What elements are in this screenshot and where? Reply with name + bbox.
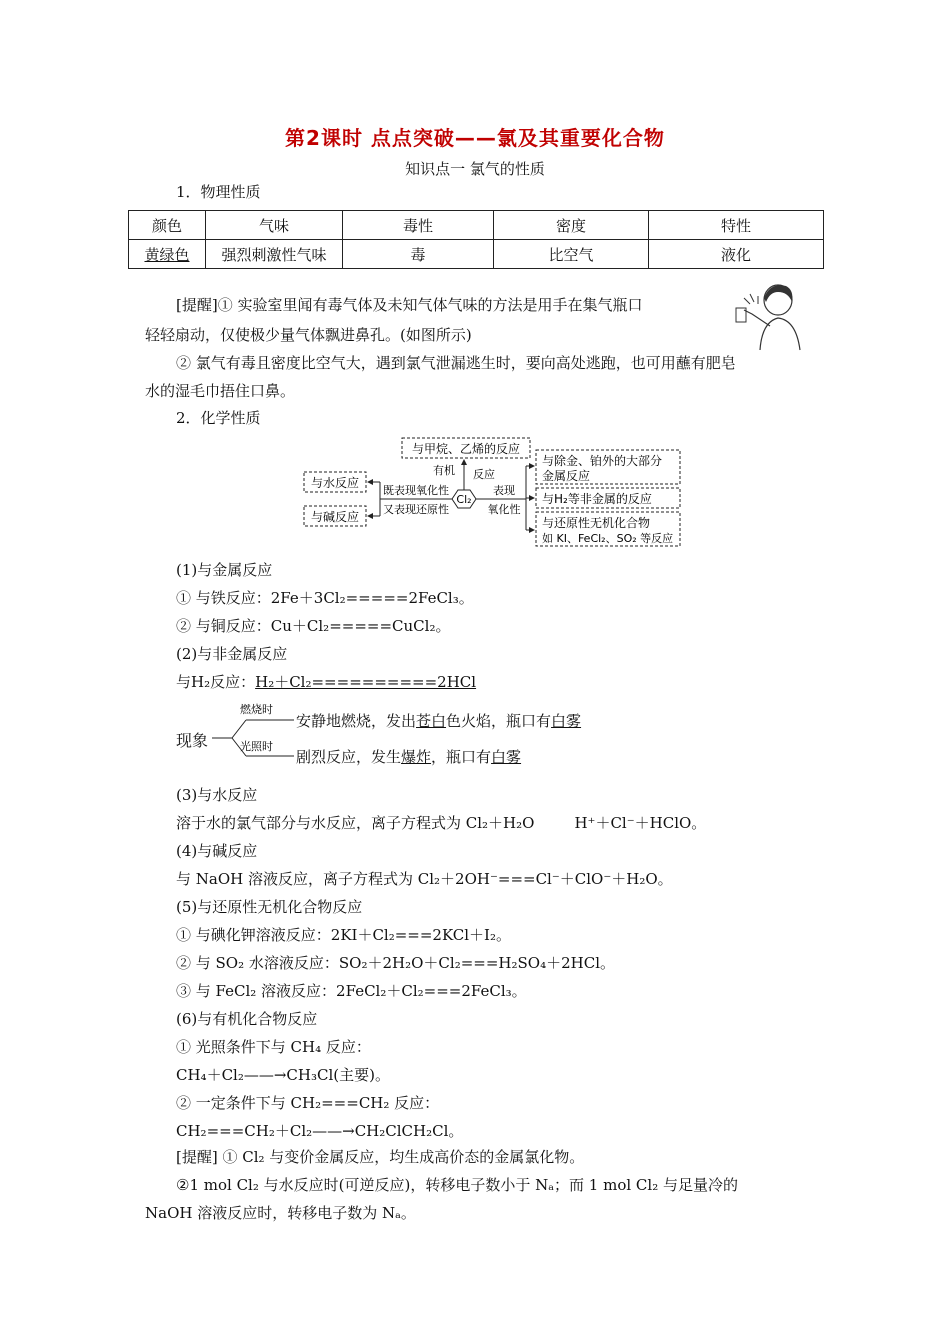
line-copper: ② 与铜反应：Cu＋Cl₂=====CuCl₂。 xyxy=(176,617,451,635)
label-reducing: 又表现还原性 xyxy=(383,503,449,516)
phenomenon-lighting: 剧烈反应，发生爆炸，瓶口有白雾 xyxy=(296,748,522,766)
table-header-row xyxy=(129,211,824,240)
label-reaction: 反应 xyxy=(473,468,495,481)
table-row xyxy=(129,240,824,269)
line-so2: ② 与 SO₂ 水溶液反应：SO₂＋2H₂O＋Cl₂===H₂SO₄＋2HCl。 xyxy=(176,954,615,972)
h2-equation: H₂＋Cl₂==========2HCl xyxy=(255,673,477,691)
tip-2-electron-transfer-cont: NaOH 溶液反应时，转移电子数为 Nₐ。 xyxy=(145,1204,416,1222)
chemical-properties-diagram xyxy=(300,436,690,548)
line-ch4-equation: CH₄＋Cl₂——→CH₃Cl(主要)。 xyxy=(176,1066,390,1084)
line-iron: ① 与铁反应：2Fe＋3Cl₂=====2FeCl₃。 xyxy=(176,589,474,607)
table-header: 密度 xyxy=(494,211,649,240)
line-water-equation: 溶于水的氯气部分与水反应，离子方程式为 Cl₂＋H₂O H⁺＋Cl⁻＋HClO。 xyxy=(176,814,707,832)
line-ki: ① 与碘化钾溶液反应：2KI＋Cl₂===2KCl＋I₂。 xyxy=(176,926,511,944)
line-organic-heading: (6)与有机化合物反应 xyxy=(176,1010,318,1028)
label-reducing-line1: 与还原性无机化合物 xyxy=(542,516,651,530)
table-cell-smell: 强烈刺激性气味 xyxy=(206,240,343,269)
label-lighting: 光照时 xyxy=(240,740,273,753)
tip-2-line-1: ② 氯气有毒且密度比空气大，遇到氯气泄漏逃生时，要向高处逃跑，也可用蘸有肥皂 xyxy=(176,354,736,372)
tip-2-electron-transfer: ②1 mol Cl₂ 与水反应时(可逆反应)，转移电子数小于 Nₐ；而 1 mol Cl₂ 与足量冷的 xyxy=(176,1176,738,1194)
page-title: 第2课时 点点突破——氯及其重要化合物 xyxy=(285,126,665,150)
label-reducing-line2: 如 KI、FeCl₂、SO₂ 等反应 xyxy=(542,532,674,545)
line-ethylene-equation: CH₂===CH₂＋Cl₂——→CH₂ClCH₂Cl。 xyxy=(176,1122,464,1140)
tip-2-line-2: 水的湿毛巾捂住口鼻。 xyxy=(145,382,296,400)
label-metal-line2: 金属反应 xyxy=(542,469,591,483)
label-show: 表现 xyxy=(493,484,515,497)
line-ethylene: ② 一定条件下与 CH₂===CH₂ 反应： xyxy=(176,1094,440,1112)
tip-2-variable-metal: [提醒] ① Cl₂ 与变价金属反应，均生成高价态的金属氯化物。 xyxy=(176,1148,585,1166)
label-oxidizing: 既表现氧化性 xyxy=(383,484,449,497)
table-cell: 毒 xyxy=(343,240,494,269)
line-nonmetal-heading: (2)与非金属反应 xyxy=(176,645,288,663)
table-header: 气味 xyxy=(206,211,343,240)
line-base-heading: (4)与碱反应 xyxy=(176,842,258,860)
label-nonmetal: 与H₂等非金属的反应 xyxy=(542,492,652,506)
tip-1-line-2: 轻轻扇动，仅使极少量气体飘进鼻孔。(如图所示) xyxy=(145,326,472,344)
physical-properties-table xyxy=(128,210,824,269)
label-metal-line1: 与除金、铂外的大部分 xyxy=(542,454,663,468)
section-subtitle: 知识点一 氯气的性质 xyxy=(405,160,545,178)
line-base-equation: 与 NaOH 溶液反应，离子方程式为 Cl₂＋2OH⁻===Cl⁻＋ClO⁻＋H₂O。 xyxy=(176,870,673,888)
label-organic-reaction-box: 与甲烷、乙烯的反应 xyxy=(411,442,521,456)
smell-gas-illustration xyxy=(730,280,810,352)
tip-1-line-1: [提醒]① 实验室里闻有毒气体及未知气体气味的方法是用手在集气瓶口 xyxy=(176,296,643,314)
label-burning: 燃烧时 xyxy=(240,703,273,716)
table-header: 毒性 xyxy=(343,211,494,240)
line-h2 xyxy=(176,671,476,693)
label-cl2: Cl₂ xyxy=(456,493,472,506)
line-ch4: ① 光照条件下与 CH₄ 反应： xyxy=(176,1038,371,1056)
label-water-reaction: 与水反应 xyxy=(310,476,360,490)
table-cell: 比空气 xyxy=(494,240,649,269)
table-cell-color: 黄绿色 xyxy=(129,240,206,269)
table-header: 颜色 xyxy=(129,211,206,240)
phenomenon-branches xyxy=(210,700,296,772)
phenomenon-label: 现象 xyxy=(176,731,209,750)
table-cell: 液化 xyxy=(649,240,824,269)
heading-physical-properties: 1．物理性质 xyxy=(176,183,261,201)
label-oxidation: 氧化性 xyxy=(487,503,521,516)
heading-chemical-properties: 2．化学性质 xyxy=(176,409,261,427)
line-reducing-heading: (5)与还原性无机化合物反应 xyxy=(176,898,363,916)
label-organic: 有机 xyxy=(433,464,455,477)
h2-prefix: 与H₂反应： xyxy=(176,673,256,691)
line-metal-heading: (1)与金属反应 xyxy=(176,561,273,579)
line-fecl2: ③ 与 FeCl₂ 溶液反应：2FeCl₂＋Cl₂===2FeCl₃。 xyxy=(176,982,527,1000)
line-water-heading: (3)与水反应 xyxy=(176,786,258,804)
phenomenon-burning: 安静地燃烧，发出苍白色火焰，瓶口有白雾 xyxy=(296,712,582,730)
label-base-reaction: 与碱反应 xyxy=(310,510,360,524)
table-header: 特性 xyxy=(649,211,824,240)
